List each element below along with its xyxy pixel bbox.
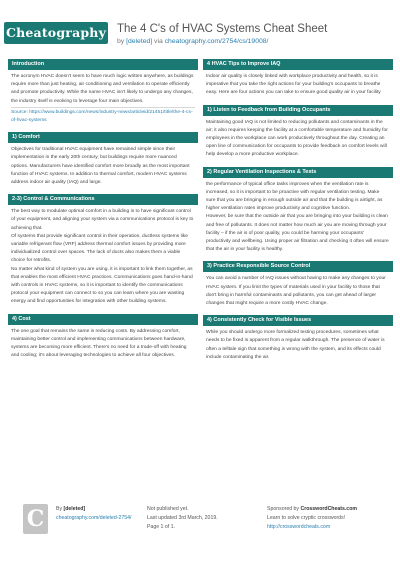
section-iaq-tips bbox=[203, 59, 393, 101]
byline bbox=[117, 38, 268, 45]
control-paragraph-1: The best way to modulate optimal comfort in a building is to have significant control of your equipment, and aligning your system via a communications protocol is key to achieving that. bbox=[11, 209, 194, 231]
right-column bbox=[203, 59, 393, 369]
published-status: Not published yet. bbox=[147, 506, 189, 512]
section-title: 2) Regular Ventilation Inspections & Tests bbox=[203, 167, 393, 178]
section-title: 4 HVAC Tips to Improve IAQ bbox=[203, 59, 393, 70]
left-column bbox=[8, 59, 198, 367]
cheatography-logo[interactable]: Cheatography bbox=[4, 22, 108, 44]
feedback-text: Maintaining good IAQ is not limited to reducing pollutants and contaminants in the air; it also requires keeping the facility at a comfortable temperature and humidity for employees in the workplace can work productively throughout the day. Creating an open line of communication for occupants to provide feedback on comfort levels will help develop a more productive workplace. bbox=[206, 119, 388, 158]
sponsor-name[interactable]: CrosswordCheats.com bbox=[300, 506, 357, 512]
intro-text: The acronym HVAC doesn't seem to have much logic written anywhere, as buildings require more than just heating, air conditioning and ventilation to operate efficiently and promote productivity. While the name HVAC isn't likely to undergo any changes, the industry itself is evolving to leverage four main objectives. bbox=[11, 72, 195, 108]
section-source-control bbox=[203, 261, 393, 311]
section-title: 4) Cost bbox=[8, 314, 198, 325]
section-comfort bbox=[8, 132, 198, 190]
section-feedback bbox=[203, 105, 393, 163]
section-title: 1) Listen to Feedback from Building Occupants bbox=[203, 105, 393, 116]
sponsor-tagline: Learn to solve cryptic crosswords! bbox=[267, 515, 346, 521]
page-count: Page 1 of 1. bbox=[147, 524, 175, 530]
footer bbox=[0, 503, 400, 553]
byline-prefix: by bbox=[117, 38, 125, 45]
tips-text: Indoor air quality is closely linked with workplace productivity and health, so it is imperative that you take the right actions for your building's occupants to breathe easy. Here are four actions you can take to ensure good quality air in your facility bbox=[206, 74, 381, 96]
byline-via: via bbox=[154, 38, 163, 45]
footer-by-label: By bbox=[56, 506, 63, 512]
control-paragraph-2: Of systems that provide significant control in their operation, ductless systems like variable refrigerant flow (VRF) address thermal comfort issues by providing more individualized control over spaces. The lack of ducts also makes them a viable choice for retrofits. bbox=[11, 233, 188, 264]
avatar[interactable] bbox=[23, 504, 48, 534]
comfort-text: Objectives for traditional HVAC equipment have remained simple since their implementation in the early 20th century, but buildings require more nuanced options. Manufacturers have identified comfort more broadly as the most important function of HVAC systems. In addition to thermal comfort, modern HVAC systems address indoor air quality (IAQ) and large. bbox=[11, 147, 190, 186]
section-visible-issues bbox=[203, 315, 393, 365]
inspections-paragraph-2: However, be sure that the outside air that you are bringing into your building is clean and free of pollutants. It does not matter how much air you are moving through your facility – if the air is of poor quality, you could be harming your occupants' productivity and wellbeing. Using proper air filtration and checking it often will ensure that the air in your facility is healthy. bbox=[206, 214, 389, 253]
footer-meta bbox=[147, 505, 218, 532]
sponsor-link[interactable]: http://crosswordcheats.com bbox=[267, 524, 331, 530]
section-title: 1) Comfort bbox=[8, 132, 198, 143]
section-title: 4) Consistently Check for Visible Issues bbox=[203, 315, 393, 326]
section-control-communications bbox=[8, 194, 198, 309]
last-updated: Last updated 3rd March, 2019. bbox=[147, 515, 218, 521]
source-control-text: You can avoid a number of IAQ issues without having to make any changes to your HVAC system. If you limit the types of materials used in your facility to those that don't bring in harmful contaminants and pollutants, you can get ahead of larger changes that might require a more costly HVAC change. bbox=[206, 276, 386, 307]
footer-sponsor bbox=[267, 505, 357, 532]
source-link[interactable]: Source: https://www.buildings.com/news/industry-news/articleid/21451/title/the-4-cs-of-hvac-systems bbox=[11, 109, 193, 124]
visible-issues-text: While you should undergo more formalized testing procedures, sometimes what needs to be fixed is apparent from a regular walkthrough. The presence of water is often a telltale sign that something is wrong with the system, and its effects could include contaminating the air. bbox=[206, 330, 385, 360]
footer-author-name[interactable]: [deleted] bbox=[63, 506, 86, 512]
author-link[interactable]: [deleted] bbox=[126, 38, 153, 45]
footer-profile-link[interactable]: cheatography.com/deleted-2754/ bbox=[56, 515, 132, 521]
section-ventilation-inspections bbox=[203, 167, 393, 258]
section-title: 2-3) Control & Communications bbox=[8, 194, 198, 205]
footer-author bbox=[56, 505, 131, 523]
avatar-letter: C bbox=[26, 506, 45, 532]
sponsor-label: Sponsored by bbox=[267, 506, 300, 512]
section-title: Introduction bbox=[8, 59, 198, 70]
section-introduction bbox=[8, 59, 198, 128]
section-cost bbox=[8, 314, 198, 364]
page-title: The 4 C's of HVAC Systems Cheat Sheet bbox=[117, 23, 328, 35]
control-paragraph-3: No matter what kind of system you are using, it is important to link them together, as that enables the most efficient HVAC practices. Communications goes hand-in-hand with controls in HVAC systems, so it is important to identify the communications protocol your equipment can connect to so you can learn where you are wasting energy and find opportunities for integration with other building systems. bbox=[11, 266, 193, 305]
sheet-url-link[interactable]: cheatography.com/2754/cs/19008/ bbox=[164, 38, 269, 45]
inspections-paragraph-1: the performance of typical office tasks improves when the ventilation rate is increased, so it is important to be proactive with regular ventilation testing. Make sure that you are bringing in enough outside air and that the building is airtight, as higher ventilation rates improve productivity and cognitive function. bbox=[206, 181, 383, 212]
header bbox=[0, 0, 400, 55]
section-title: 3) Practice Responsible Source Control bbox=[203, 261, 393, 272]
cost-text: The one goal that remains the same is reducing costs. By addressing comfort, maintaining better control and implementing communications between hardware, systems are becoming more efficient. There's no need for a trade-off with heating and cooling; it's about leveraging technologies to achieve all four objectives. bbox=[11, 328, 187, 359]
